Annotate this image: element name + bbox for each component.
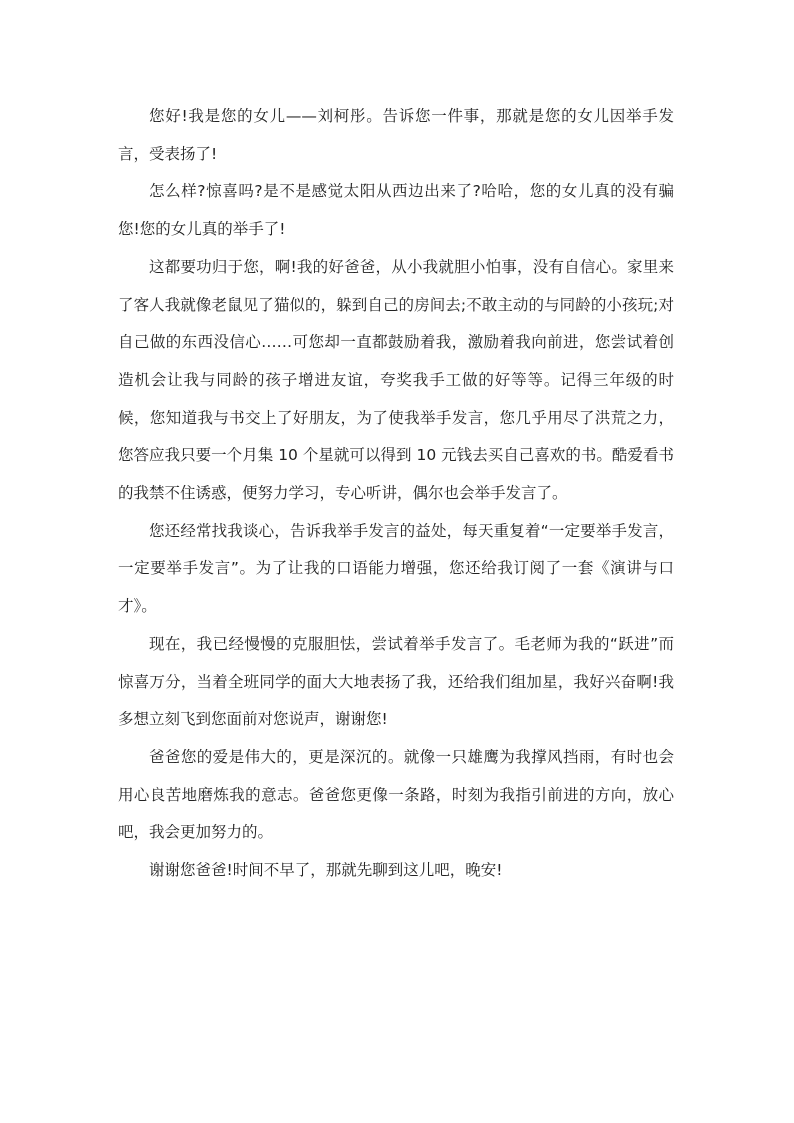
letter-body	[118, 98, 674, 890]
paragraph-4: 您还经常找我谈心，告诉我举手发言的益处，每天重复着“一定要举手发言，一定要举手发言”。为了让我的口语能力增强，您还给我订阅了一套《演讲与口才》。	[118, 521, 674, 616]
paragraph-5: 现在，我已经慢慢的克服胆怯，尝试着举手发言了。毛老师为我的“跃进”而惊喜万分，当着全班同学的面大大地表扬了我，还给我们组加星，我好兴奋啊!我多想立刻飞到您面前对您说声，谢谢您!	[118, 634, 674, 729]
paragraph-1: 您好!我是您的女儿——刘柯彤。告诉您一件事，那就是您的女儿因举手发言，受表扬了!	[118, 107, 674, 163]
paragraph-2: 怎么样?惊喜吗?是不是感觉太阳从西边出来了?哈哈，您的女儿真的没有骗您!您的女儿真的举手了!	[118, 182, 674, 239]
paragraph-7: 谢谢您爸爸!时间不早了，那就先聊到这儿吧，晚安!	[149, 861, 503, 880]
paragraph-6: 爸爸您的爱是伟大的，更是深沉的。就像一只雄鹰为我撑风挡雨，有时也会用心良苦地磨炼我的意志。爸爸您更像一条路，时刻为我指引前进的方向，放心吧，我会更加努力的。	[118, 747, 674, 842]
paragraph-3: 这都要功归于您，啊!我的好爸爸，从小我就胆小怕事，没有自信心。家里来了客人我就像老鼠见了猫似的，躲到自己的房间去;不敢主动的与同龄的小孩玩;对自己做的东西没信心……可您却一直都鼓励着我，激励着我向前进，您尝试着创造机会让我与同龄的孩子增进友谊，夸奖我手工做的好等等。记得三年级的时候，您知道我与书交上了好朋友，为了使我举手发言，您几乎用尽了洪荒之力，您答应我只要一个月集 10 个星就可以得到 10 元钱去买自己喜欢的书。酷爱看书的我禁不住诱惑，便努力学习，专心听讲，偶尔也会举手发言了。	[118, 257, 674, 503]
